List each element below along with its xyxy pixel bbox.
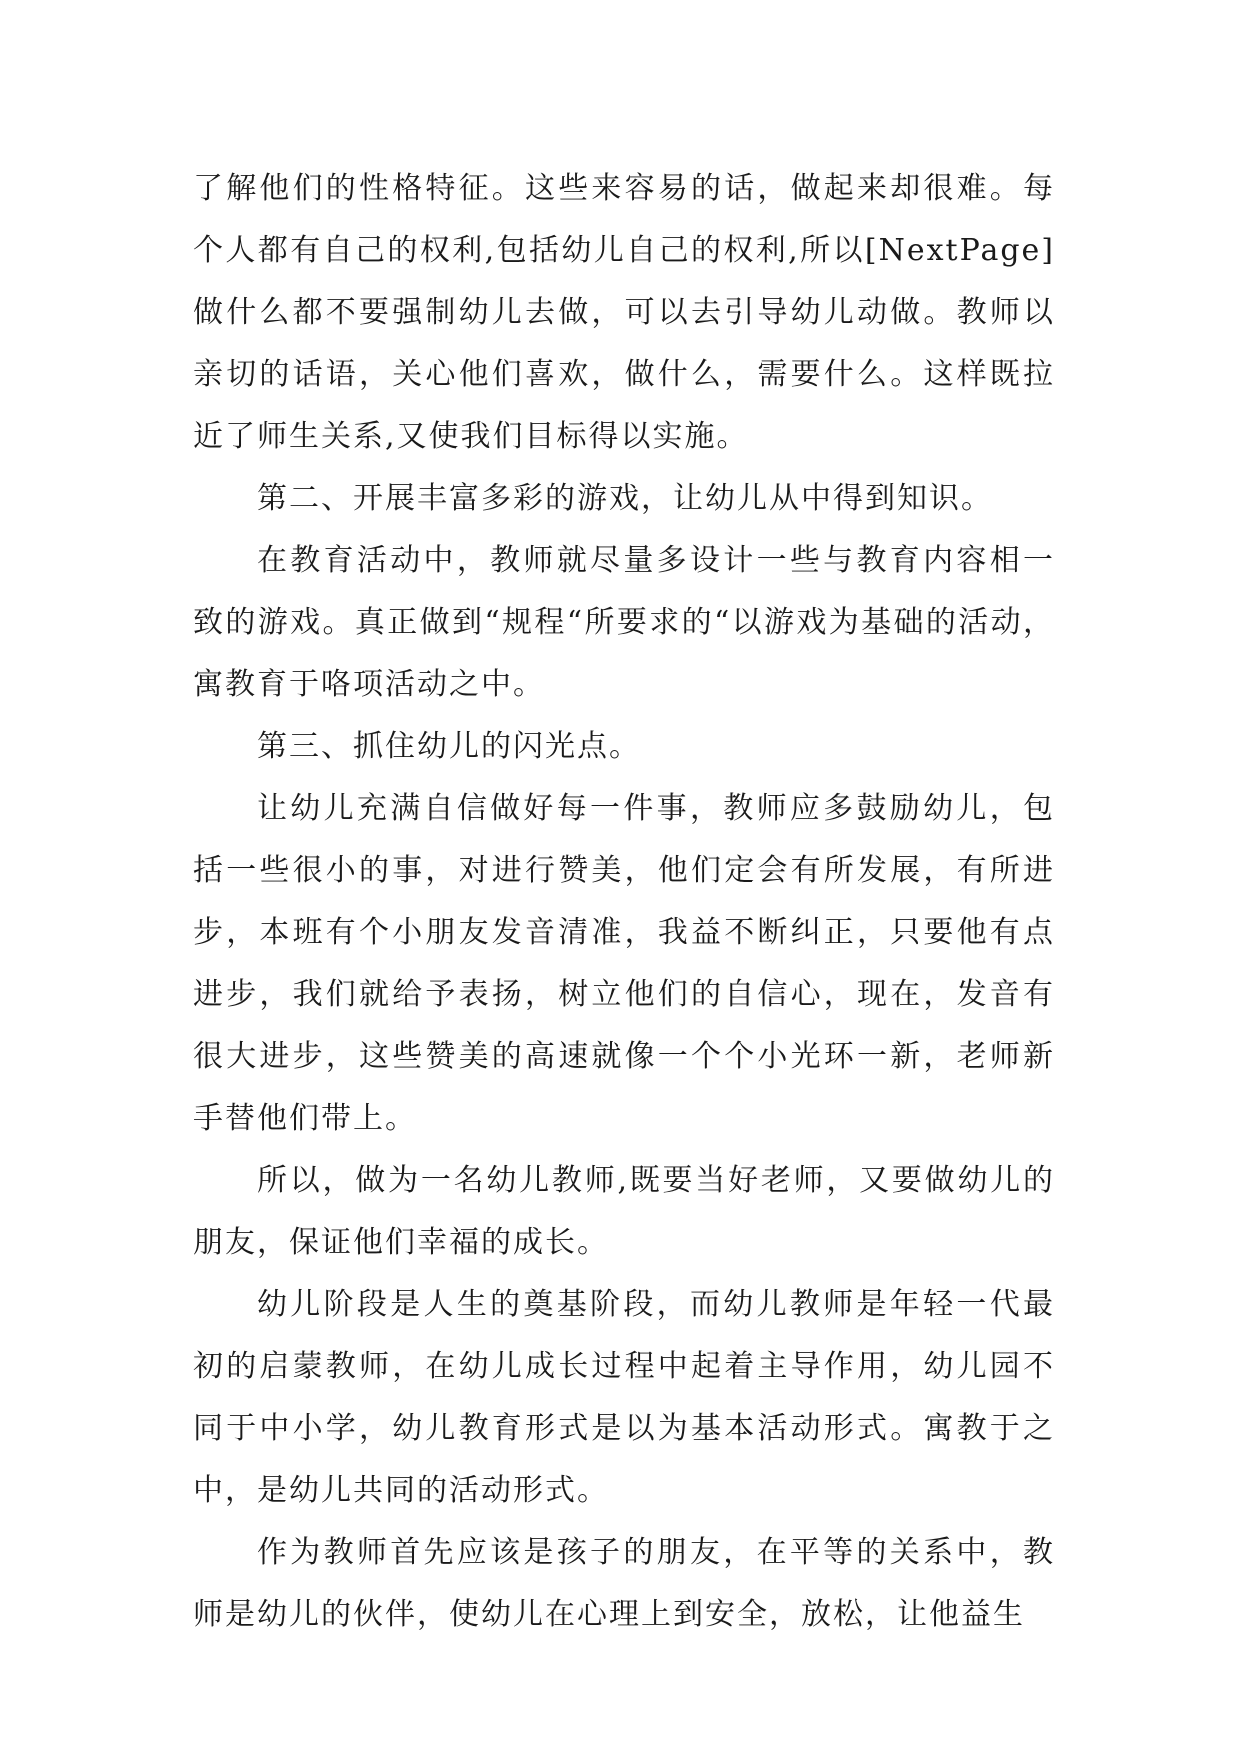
paragraph-games: 在教育活动中，教师就尽量多设计一些与教育内容相一致的游戏。真正做到“规程“所要求的“以游戏为基础的活动，寓教育于咯项活动之中。 bbox=[193, 543, 1055, 702]
paragraph-teacher-friend: 作为教师首先应该是孩子的朋友，在平等的关系中，教师是幼儿的伙伴，使幼儿在心理上到安全，放松，让他益生 bbox=[193, 1535, 1055, 1632]
paragraph-heading-third: 第三、抓住幼儿的闪光点。 bbox=[257, 729, 641, 764]
paragraph-continuation: 了解他们的性格特征。这些来容易的话，做起来却很难。每个人都有自己的权利,包括幼儿自己的权利,所以[NextPage]做什么都不要强制幼儿去做，可以去引导幼儿动做。教师以亲切的话语，关心他们喜欢，做什么，需要什么。这样既拉近了师生关系,又使我们目标得以实施。 bbox=[193, 171, 1055, 454]
paragraph-early-childhood: 幼儿阶段是人生的奠基阶段，而幼儿教师是年轻一代最初的启蒙教师，在幼儿成长过程中起着主导作用，幼儿园不同于中小学，幼儿教育形式是以为基本活动形式。寓教于之中，是幼儿共同的活动形式。 bbox=[193, 1287, 1055, 1508]
paragraph-conclusion: 所以，做为一名幼儿教师,既要当好老师，又要做幼儿的朋友，保证他们幸福的成长。 bbox=[193, 1163, 1055, 1260]
paragraph-confidence: 让幼儿充满自信做好每一件事，教师应多鼓励幼儿，包括一些很小的事，对进行赞美，他们定会有所发展，有所进步，本班有个小朋友发音清准，我益不断纠正，只要他有点进步，我们就给予表扬，树立他们的自信心，现在，发音有很大进步，这些赞美的高速就像一个个小光环一新，老师新手替他们带上。 bbox=[193, 791, 1055, 1136]
paragraph-heading-second: 第二、开展丰富多彩的游戏，让幼儿从中得到知识。 bbox=[257, 481, 993, 516]
body-text bbox=[193, 158, 1055, 1646]
